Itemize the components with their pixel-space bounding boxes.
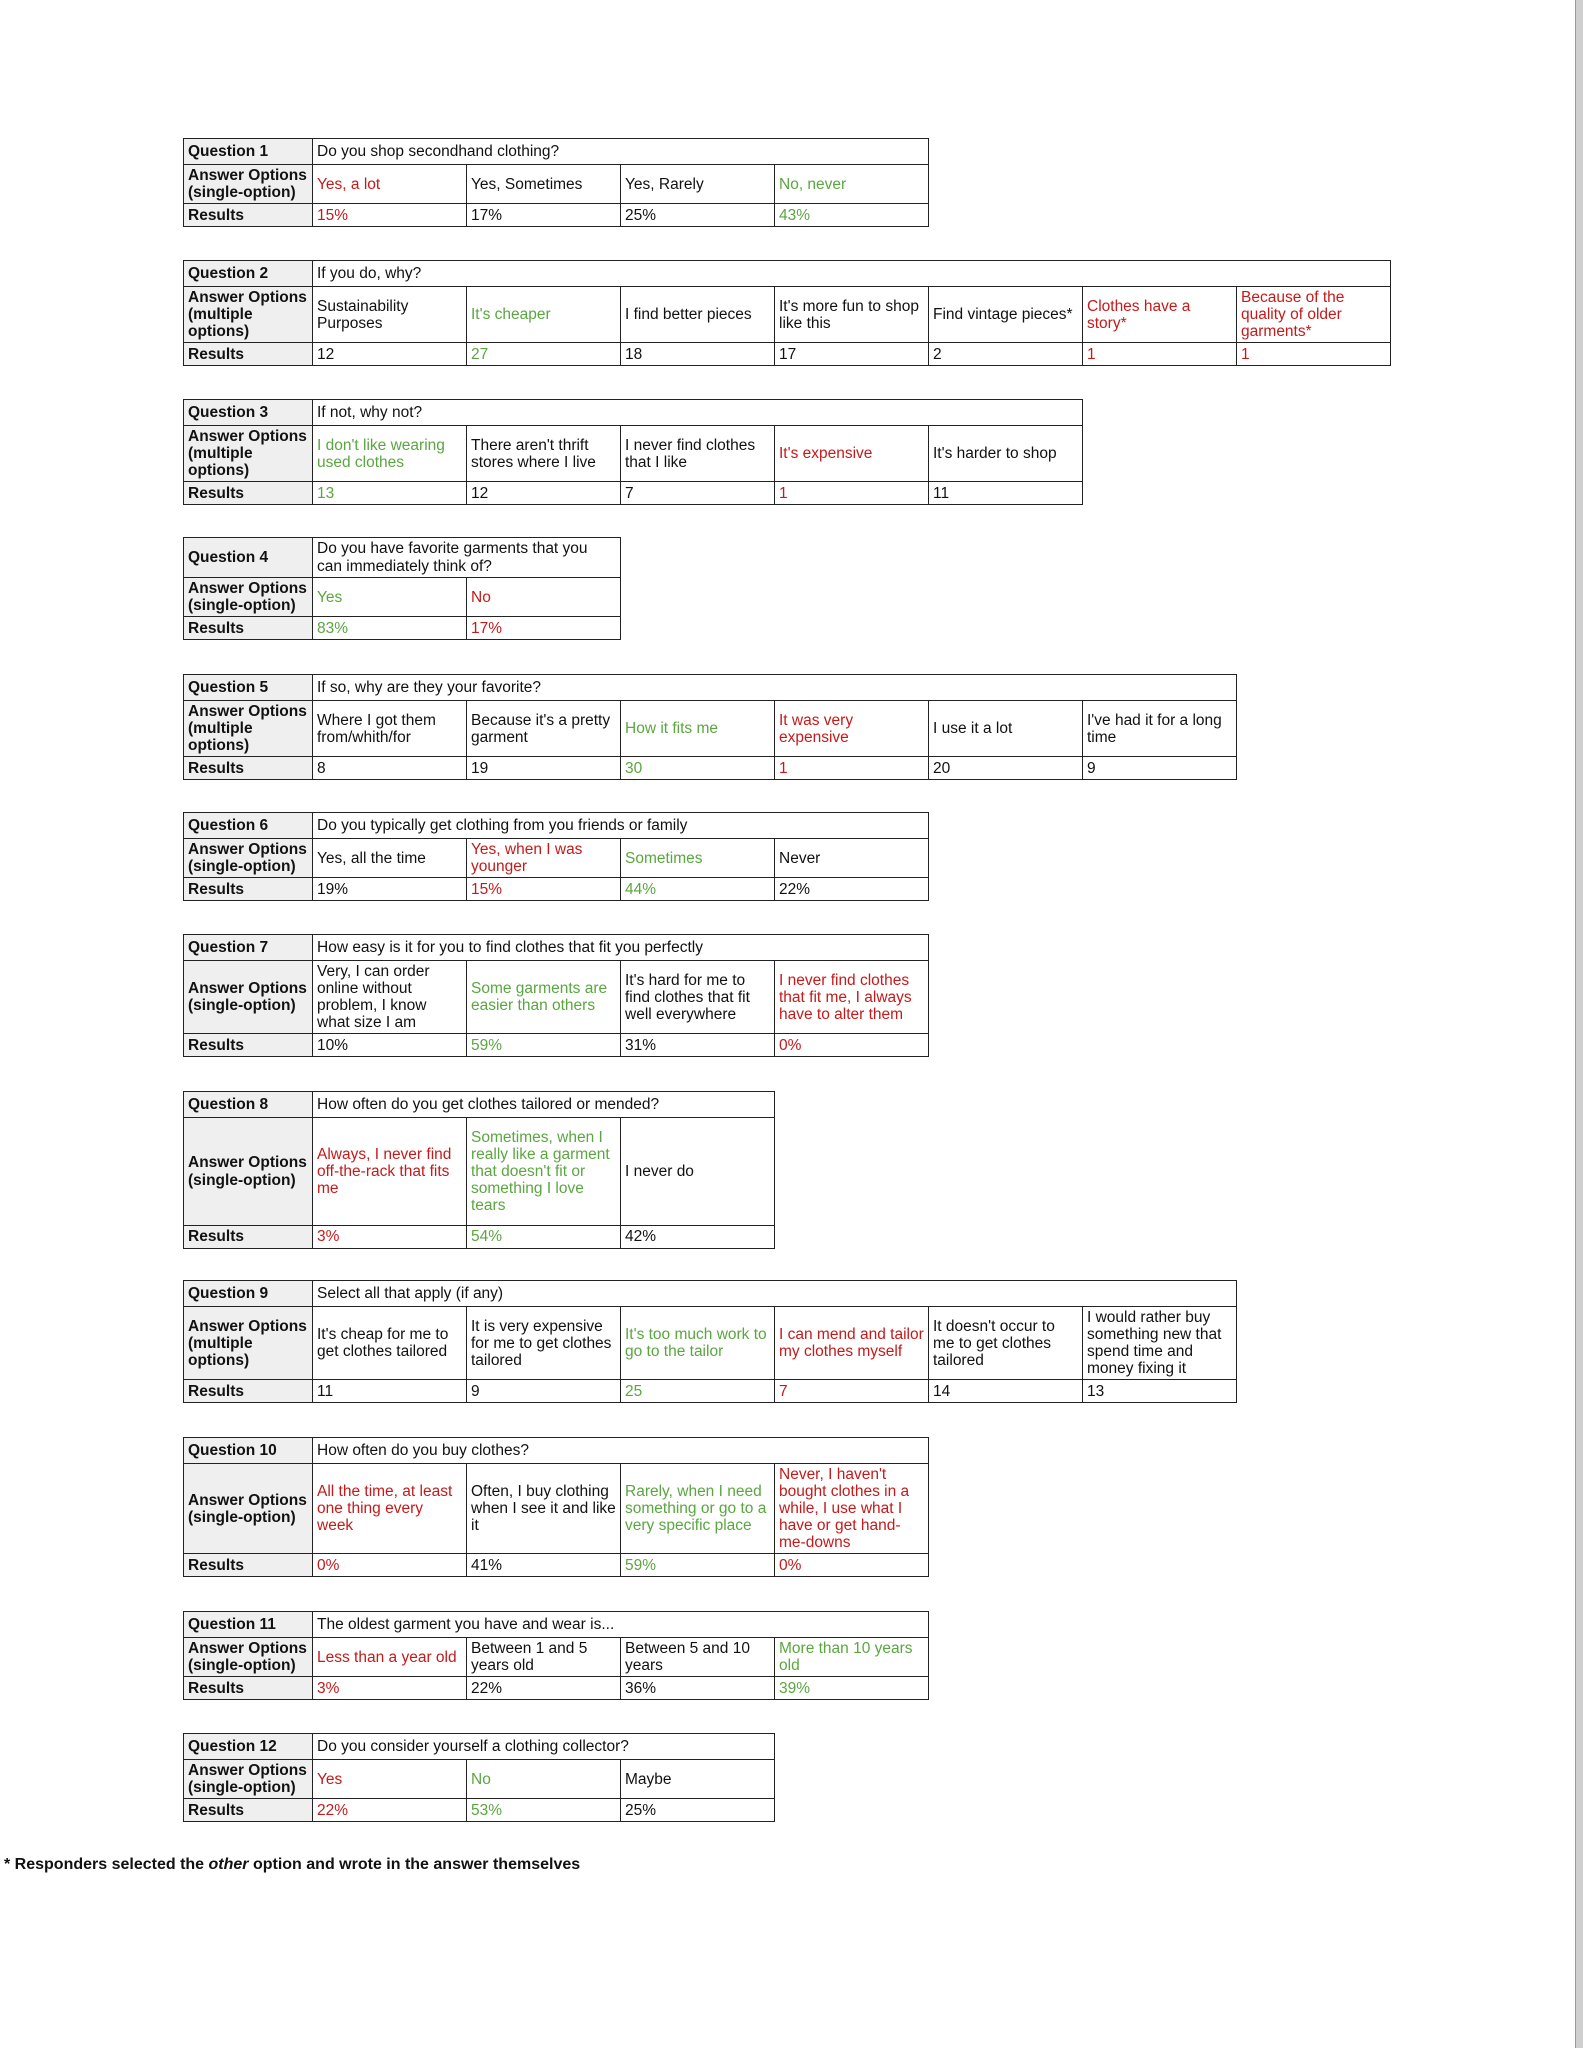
- result-value: 1: [1237, 343, 1391, 366]
- result-value: 9: [1083, 757, 1237, 780]
- results-label: Results: [184, 1380, 313, 1403]
- result-value: 2: [929, 343, 1083, 366]
- question-label: Question 5: [184, 675, 313, 701]
- result-value: 0%: [313, 1554, 467, 1577]
- result-value: 13: [313, 482, 467, 505]
- results-label: Results: [184, 1034, 313, 1057]
- question-label: Question 1: [184, 139, 313, 165]
- answer-option: It's cheaper: [467, 287, 621, 343]
- answer-option: Very, I can order online without problem, I know what size I am: [313, 961, 467, 1034]
- result-value: 18: [621, 343, 775, 366]
- question-table: [183, 1611, 929, 1700]
- result-value: 12: [467, 482, 621, 505]
- answer-option: Because of the quality of older garments*: [1237, 287, 1391, 343]
- answer-option: Find vintage pieces*: [929, 287, 1083, 343]
- results-label: Results: [184, 617, 313, 640]
- results-label: Results: [184, 204, 313, 227]
- footnote: * Responders selected the other option and wrote in the answer themselves: [4, 1856, 581, 1873]
- answer-options-label: Answer Options (single-option): [184, 1464, 313, 1554]
- question-table: [183, 812, 929, 901]
- answer-option: There aren't thrift stores where I live: [467, 426, 621, 482]
- answer-option: I find better pieces: [621, 287, 775, 343]
- results-label: Results: [184, 878, 313, 901]
- result-value: 53%: [467, 1799, 621, 1822]
- answer-options-label: Answer Options (single-option): [184, 1760, 313, 1799]
- results-label: Results: [184, 1799, 313, 1822]
- result-value: 14: [929, 1380, 1083, 1403]
- answer-option: Yes, all the time: [313, 839, 467, 878]
- result-value: 11: [929, 482, 1083, 505]
- answer-option: I never find clothes that I like: [621, 426, 775, 482]
- answer-option: Between 1 and 5 years old: [467, 1638, 621, 1677]
- question-table: [183, 934, 929, 1057]
- question-text: Select all that apply (if any): [313, 1281, 1237, 1307]
- answer-option: I would rather buy something new that spend time and money fixing it: [1083, 1307, 1237, 1380]
- answer-option: I've had it for a long time: [1083, 701, 1237, 757]
- question-table: [183, 399, 1083, 505]
- answer-option: No, never: [775, 165, 929, 204]
- question-table: [183, 1091, 775, 1249]
- result-value: 1: [775, 757, 929, 780]
- results-label: Results: [184, 1226, 313, 1249]
- result-value: 11: [313, 1380, 467, 1403]
- answer-option: Because it's a pretty garment: [467, 701, 621, 757]
- result-value: 1: [1083, 343, 1237, 366]
- result-value: 15%: [467, 878, 621, 901]
- result-value: 7: [621, 482, 775, 505]
- answer-option: It's harder to shop: [929, 426, 1083, 482]
- answer-option: Always, I never find off-the-rack that fits me: [313, 1118, 467, 1226]
- answer-option: I use it a lot: [929, 701, 1083, 757]
- result-value: 22%: [313, 1799, 467, 1822]
- answer-option: Between 5 and 10 years: [621, 1638, 775, 1677]
- question-label: Question 11: [184, 1612, 313, 1638]
- result-value: 3%: [313, 1677, 467, 1700]
- answer-options-label: Answer Options (multiple options): [184, 1307, 313, 1380]
- answer-option: Less than a year old: [313, 1638, 467, 1677]
- answer-options-label: Answer Options (single-option): [184, 1118, 313, 1226]
- result-value: 17%: [467, 617, 621, 640]
- question-label: Question 4: [184, 538, 313, 578]
- results-label: Results: [184, 757, 313, 780]
- answer-options-label: Answer Options (multiple options): [184, 287, 313, 343]
- answer-options-label: Answer Options (multiple options): [184, 701, 313, 757]
- question-text: If not, why not?: [313, 400, 1083, 426]
- result-value: 17%: [467, 204, 621, 227]
- result-value: 44%: [621, 878, 775, 901]
- result-value: 15%: [313, 204, 467, 227]
- result-value: 0%: [775, 1554, 929, 1577]
- answer-option: All the time, at least one thing every week: [313, 1464, 467, 1554]
- answer-option: It's hard for me to find clothes that fit well everywhere: [621, 961, 775, 1034]
- answer-option: More than 10 years old: [775, 1638, 929, 1677]
- result-value: 54%: [467, 1226, 621, 1249]
- answer-option: It is very expensive for me to get clothes tailored: [467, 1307, 621, 1380]
- answer-options-label: Answer Options (single-option): [184, 839, 313, 878]
- answer-option: Where I got them from/whith/for: [313, 701, 467, 757]
- question-text: Do you shop secondhand clothing?: [313, 139, 929, 165]
- result-value: 22%: [775, 878, 929, 901]
- result-value: 20: [929, 757, 1083, 780]
- answer-option: Sustainability Purposes: [313, 287, 467, 343]
- question-label: Question 12: [184, 1734, 313, 1760]
- answer-options-label: Answer Options (single-option): [184, 578, 313, 617]
- answer-option: It's more fun to shop like this: [775, 287, 929, 343]
- answer-option: Often, I buy clothing when I see it and like it: [467, 1464, 621, 1554]
- answer-options-label: Answer Options (single-option): [184, 961, 313, 1034]
- question-table: [183, 1280, 1237, 1403]
- result-value: 25: [621, 1380, 775, 1403]
- result-value: 13: [1083, 1380, 1237, 1403]
- answer-option: Yes: [313, 1760, 467, 1799]
- question-label: Question 2: [184, 261, 313, 287]
- answer-option: Sometimes: [621, 839, 775, 878]
- question-label: Question 6: [184, 813, 313, 839]
- result-value: 30: [621, 757, 775, 780]
- question-text: How often do you buy clothes?: [313, 1438, 929, 1464]
- answer-option: Maybe: [621, 1760, 775, 1799]
- answer-option: It doesn't occur to me to get clothes tailored: [929, 1307, 1083, 1380]
- question-table: [183, 260, 1391, 366]
- answer-option: Rarely, when I need something or go to a very specific place: [621, 1464, 775, 1554]
- answer-option: It's too much work to go to the tailor: [621, 1307, 775, 1380]
- results-label: Results: [184, 343, 313, 366]
- result-value: 0%: [775, 1034, 929, 1057]
- question-text: The oldest garment you have and wear is...: [313, 1612, 929, 1638]
- results-label: Results: [184, 1554, 313, 1577]
- question-text: How often do you get clothes tailored or mended?: [313, 1092, 775, 1118]
- question-text: How easy is it for you to find clothes that fit you perfectly: [313, 935, 929, 961]
- answer-option: No: [467, 1760, 621, 1799]
- result-value: 1: [775, 482, 929, 505]
- result-value: 59%: [621, 1554, 775, 1577]
- result-value: 43%: [775, 204, 929, 227]
- question-label: Question 9: [184, 1281, 313, 1307]
- answer-option: I don't like wearing used clothes: [313, 426, 467, 482]
- result-value: 36%: [621, 1677, 775, 1700]
- result-value: 9: [467, 1380, 621, 1403]
- answer-option: Clothes have a story*: [1083, 287, 1237, 343]
- answer-option: Never: [775, 839, 929, 878]
- question-table: [183, 138, 929, 227]
- answer-option: I never do: [621, 1118, 775, 1226]
- result-value: 10%: [313, 1034, 467, 1057]
- question-label: Question 7: [184, 935, 313, 961]
- result-value: 8: [313, 757, 467, 780]
- question-text: Do you have favorite garments that you can immediately think of?: [313, 538, 621, 578]
- result-value: 31%: [621, 1034, 775, 1057]
- answer-option: Never, I haven't bought clothes in a while, I use what I have or get hand-me-downs: [775, 1464, 929, 1554]
- result-value: 39%: [775, 1677, 929, 1700]
- question-text: Do you consider yourself a clothing collector?: [313, 1734, 775, 1760]
- result-value: 7: [775, 1380, 929, 1403]
- results-label: Results: [184, 482, 313, 505]
- answer-option: I never find clothes that fit me, I always have to alter them: [775, 961, 929, 1034]
- question-label: Question 3: [184, 400, 313, 426]
- result-value: 41%: [467, 1554, 621, 1577]
- answer-option: How it fits me: [621, 701, 775, 757]
- answer-options-label: Answer Options (multiple options): [184, 426, 313, 482]
- result-value: 12: [313, 343, 467, 366]
- answer-option: It was very expensive: [775, 701, 929, 757]
- answer-option: Yes, Rarely: [621, 165, 775, 204]
- result-value: 19%: [313, 878, 467, 901]
- result-value: 83%: [313, 617, 467, 640]
- answer-option: It's expensive: [775, 426, 929, 482]
- question-table: [183, 674, 1237, 780]
- answer-option: It's cheap for me to get clothes tailored: [313, 1307, 467, 1380]
- answer-option: I can mend and tailor my clothes myself: [775, 1307, 929, 1380]
- question-table: [183, 537, 621, 640]
- question-text: If so, why are they your favorite?: [313, 675, 1237, 701]
- answer-option: Sometimes, when I really like a garment that doesn't fit or something I love tears: [467, 1118, 621, 1226]
- answer-option: Yes, a lot: [313, 165, 467, 204]
- question-table: [183, 1733, 775, 1822]
- answer-option: Some garments are easier than others: [467, 961, 621, 1034]
- result-value: 25%: [621, 1799, 775, 1822]
- answer-option: No: [467, 578, 621, 617]
- answer-options-label: Answer Options (single-option): [184, 1638, 313, 1677]
- result-value: 17: [775, 343, 929, 366]
- result-value: 27: [467, 343, 621, 366]
- question-text: Do you typically get clothing from you friends or family: [313, 813, 929, 839]
- results-label: Results: [184, 1677, 313, 1700]
- question-table: [183, 1437, 929, 1577]
- answer-options-label: Answer Options (single-option): [184, 165, 313, 204]
- answer-option: Yes: [313, 578, 467, 617]
- answer-option: Yes, Sometimes: [467, 165, 621, 204]
- question-label: Question 10: [184, 1438, 313, 1464]
- question-label: Question 8: [184, 1092, 313, 1118]
- question-text: If you do, why?: [313, 261, 1391, 287]
- answer-option: Yes, when I was younger: [467, 839, 621, 878]
- result-value: 19: [467, 757, 621, 780]
- page-edge: [1576, 0, 1583, 2048]
- result-value: 59%: [467, 1034, 621, 1057]
- result-value: 3%: [313, 1226, 467, 1249]
- result-value: 22%: [467, 1677, 621, 1700]
- result-value: 42%: [621, 1226, 775, 1249]
- result-value: 25%: [621, 204, 775, 227]
